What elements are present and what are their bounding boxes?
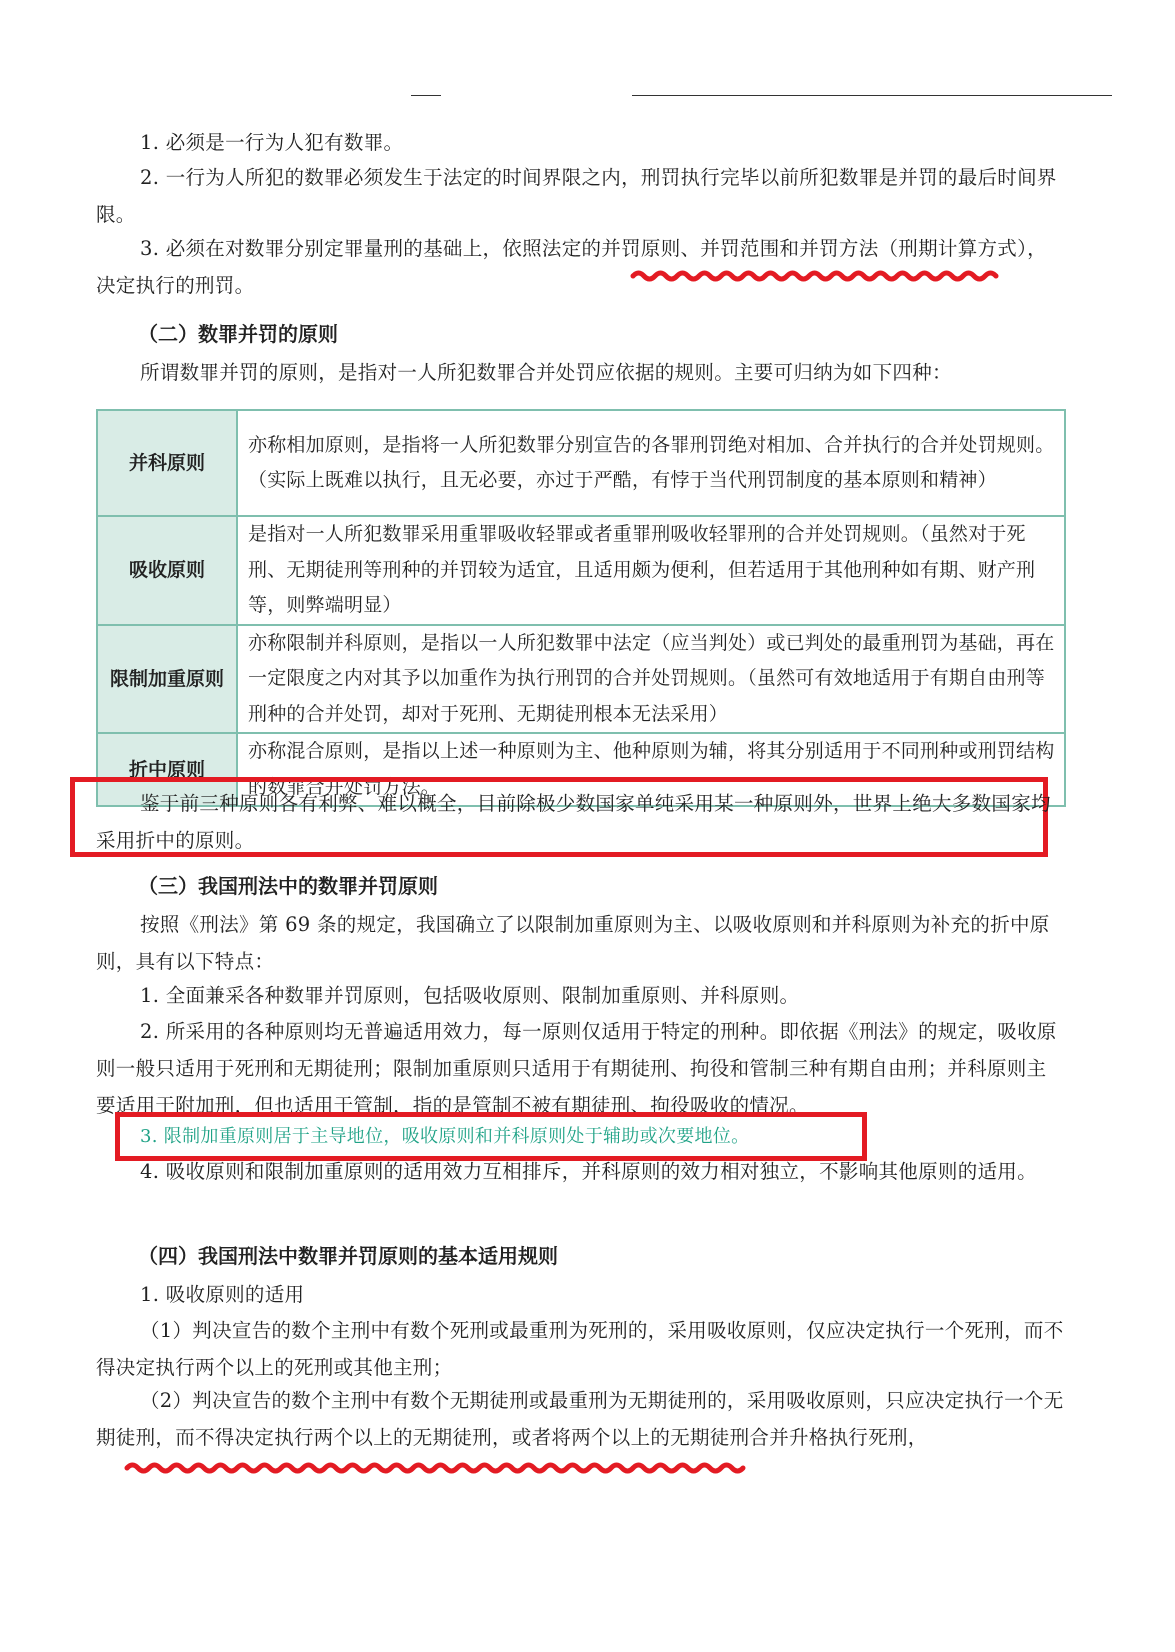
principle-name: 吸收原则 xyxy=(97,516,237,625)
section-2-intro: 所谓数罪并罚的原则，是指对一人所犯数罪合并处罚应依据的规则。主要可归纳为如下四种： xyxy=(140,361,952,384)
section-4-subheading: 1. 吸收原则的适用 xyxy=(140,1283,305,1306)
feature-3: 3. 限制加重原则居于主导地位，吸收原则和并科原则处于辅助或次要地位。 xyxy=(140,1126,750,1147)
table-row xyxy=(97,516,1065,625)
feature-2: 2. 所采用的各种原则均无普遍适用效力，每一原则仅适用于特定的刑种。即依据《刑法》的规定，吸收原则一般只适用于死刑和无期徒刑；限制加重原则只适用于有期徒刑、拘役和管制三种有期自由刑；并科原则主要适用于附加刑，但也适用于管制，指的是管制不被有期徒刑、拘役吸收的情况。 xyxy=(96,1020,1057,1117)
principles-table xyxy=(96,409,1066,807)
feature-1: 1. 全面兼采各种数罪并罚原则，包括吸收原则、限制加重原则、并科原则。 xyxy=(140,984,800,1007)
table-row xyxy=(97,410,1065,516)
principle-desc: 亦称相加原则，是指将一人所犯数罪分别宣告的各罪刑罚绝对相加、合并执行的合并处罚规则。（实际上既难以执行，且无必要，亦过于严酷，有悖于当代刑罚制度的基本原则和精神） xyxy=(237,410,1065,516)
condition-1: 1. 必须是一行为人犯有数罪。 xyxy=(140,131,404,154)
principle-name: 并科原则 xyxy=(97,410,237,516)
principle-name: 限制加重原则 xyxy=(97,625,237,734)
wavy-underline-1 xyxy=(630,266,1000,286)
principle-desc: 亦称混合原则，是指以上述一种原则为主、他种原则为辅，将其分别适用于不同刑种或刑罚结构的数罪合并处罚方法。 xyxy=(237,733,1065,806)
section-2-note: 鉴于前三种原则各有利弊、难以概全，目前除极少数国家单纯采用某一种原则外，世界上绝大多数国家均采用折中的原则。 xyxy=(96,792,1051,852)
section-3-heading: （三）我国刑法中的数罪并罚原则 xyxy=(138,874,438,898)
condition-3: 3. 必须在对数罪分别定罪量刑的基础上，依照法定的并罚原则、并罚范围和并罚方法（刑期计算方式），决定执行的刑罚。 xyxy=(96,237,1047,297)
principle-desc: 是指对一人所犯数罪采用重罪吸收轻罪或者重罪刑吸收轻罪刑的合并处罚规则。（虽然对于死刑、无期徒刑等刑种的并罚较为适宜，且适用颇为便利，但若适用于其他刑种如有期、财产刑等，则弊端明显） xyxy=(237,516,1065,625)
rule-1: （1）判决宣告的数个主刑中有数个死刑或最重刑为死刑的，采用吸收原则，仅应决定执行一个死刑，而不得决定执行两个以上的死刑或其他主刑； xyxy=(96,1319,1064,1379)
section-3-intro: 按照《刑法》第 69 条的规定，我国确立了以限制加重原则为主、以吸收原则和并科原则为补充的折中原则，具有以下特点： xyxy=(96,913,1050,973)
table-row xyxy=(97,625,1065,734)
condition-2: 2. 一行为人所犯的数罪必须发生于法定的时间界限之内，刑罚执行完毕以前所犯数罪是并罚的最后时间界限。 xyxy=(96,166,1057,226)
section-2-heading: （二）数罪并罚的原则 xyxy=(138,322,338,346)
header-rule-long xyxy=(632,95,1112,96)
feature-4: 4. 吸收原则和限制加重原则的适用效力互相排斥，并科原则的效力相对独立，不影响其他原则的适用。 xyxy=(140,1160,1037,1183)
wavy-underline-2 xyxy=(124,1458,754,1478)
rule-2: （2）判决宣告的数个主刑中有数个无期徒刑或最重刑为无期徒刑的，采用吸收原则，只应决定执行一个无期徒刑，而不得决定执行两个以上的无期徒刑，或者将两个以上的无期徒刑合并升格执行死刑， xyxy=(96,1389,1064,1449)
header-rule-short xyxy=(411,95,441,96)
principle-desc: 亦称限制并科原则，是指以一人所犯数罪中法定（应当判处）或已判处的最重刑罚为基础，再在一定限度之内对其予以加重作为执行刑罚的合并处罚规则。（虽然可有效地适用于有期自由刑等刑种的合并处罚，却对于死刑、无期徒刑根本无法采用） xyxy=(237,625,1065,734)
principle-name: 折中原则 xyxy=(97,733,237,806)
section-4-heading: （四）我国刑法中数罪并罚原则的基本适用规则 xyxy=(138,1244,558,1268)
